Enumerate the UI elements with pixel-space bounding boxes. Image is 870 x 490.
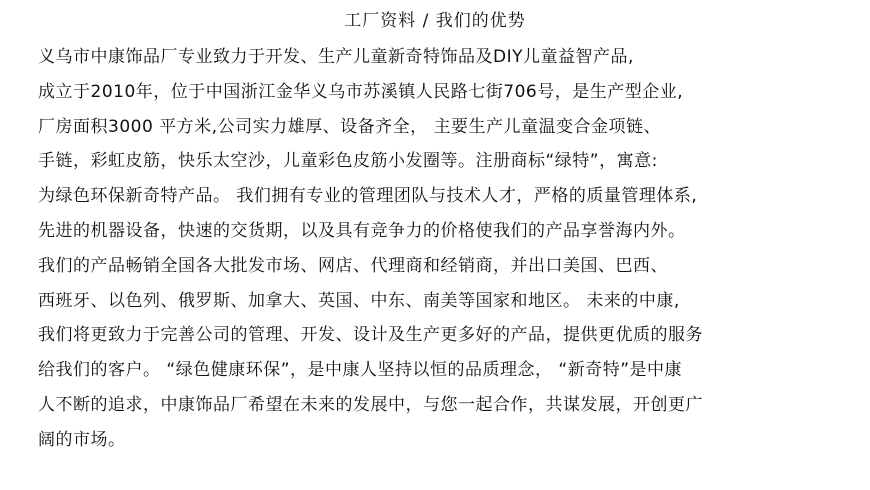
text-line: 我们将更致力于完善公司的管理、开发、设计及生产更多好的产品，提供更优质的服务 (38, 325, 703, 346)
text-line: 人不断的追求，中康饰品厂希望在未来的发展中，与您一起合作，共谋发展，开创更广 (38, 394, 703, 415)
text-line: 我们的产品畅销全国各大批发市场、网店、代理商和经销商，并出口美国、巴西、 (38, 255, 668, 276)
text-line: 先进的机器设备，快速的交货期，以及具有竞争力的价格使我们的产品享誉海内外。 (38, 220, 686, 241)
text-line: 成立于2010年，位于中国浙江金华义乌市苏溪镇人民路七街706号，是生产型企业, (38, 81, 684, 102)
body-paragraph (38, 40, 864, 458)
text-line: 手链，彩虹皮筋，快乐太空沙，儿童彩色皮筋小发圈等。注册商标“绿特”，寓意: (38, 151, 658, 172)
text-line: 西班牙、以色列、俄罗斯、加拿大、英国、中东、南美等国家和地区。 未来的中康, (38, 290, 680, 311)
text-line: 义乌市中康饰品厂专业致力于开发、生产儿童新奇特饰品及DIY儿童益智产品, (38, 47, 634, 67)
text-line: 厂房面积3000 平方米,公司实力雄厚、设备齐全， 主要生产儿童温变合金项链、 (38, 116, 661, 137)
text-line: 为绿色环保新奇特产品。 我们拥有专业的管理团队与技术人才，严格的质量管理体系, (38, 186, 698, 207)
page-title: 工厂资料 / 我们的优势 (344, 11, 526, 31)
text-line: 给我们的客户。 “绿色健康环保”，是中康人坚持以恒的品质理念， “新奇特”是中康 (38, 360, 683, 381)
text-line: 阔的市场。 (38, 429, 126, 450)
